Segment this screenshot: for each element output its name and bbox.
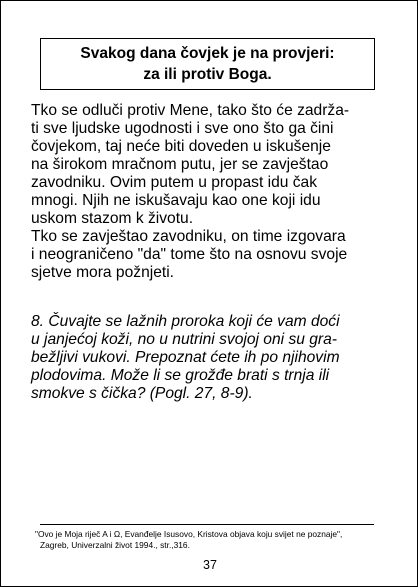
heading-box — [40, 38, 375, 90]
scripture-quote — [31, 313, 406, 403]
body-line: sjetve mora požnjeti. — [31, 264, 175, 281]
footnote-line-2: Zagreb, Univerzalni život 1994., str.,316. — [40, 540, 190, 550]
quote-line: plodovima. Može li se grožđe brati s trnja ili — [31, 367, 330, 384]
body-line: čovjekom, taj neće biti doveden u iskušenje — [31, 138, 331, 155]
body-line: na širokom mračnom putu, jer se zavještao — [31, 156, 329, 173]
body-line: zavodniku. Ovim putem u propast idu čak — [31, 174, 318, 191]
footnote — [35, 529, 405, 551]
quote-line: bežljivi vukovi. Prepoznat ćete ih po njihovim — [31, 349, 340, 366]
body-line: Tko se zavještao zavodniku, on time izgovara — [31, 228, 346, 245]
quote-line: smokve s čička? (Pogl. 27, 8-9). — [31, 385, 253, 402]
quote-line: u janjećoj koži, no u nutrini svojoj oni su gra- — [31, 331, 337, 348]
body-paragraph — [31, 102, 406, 282]
body-line: Tko se odluči protiv Mene, tako što će zadrža- — [31, 102, 350, 119]
quote-line: 8. Čuvajte se lažnih proroka koji će vam doći — [31, 313, 340, 330]
heading-line-1: Svakog dana čovjek je na provjeri: — [80, 45, 335, 62]
heading-line-2: za ili protiv Boga. — [143, 66, 272, 83]
body-line: i neograničeno "da" tome što na osnovu svoje — [31, 246, 348, 263]
footnote-line-1: "Ovo je Moja riječ A i Ω, Evanđelje Isusovo, Kristova objava koju svijet ne poznaje", — [35, 529, 343, 539]
body-line: uskom stazom k životu. — [31, 210, 194, 227]
page-number: 37 — [203, 558, 217, 572]
body-line: ti sve ljudske ugodnosti i sve ono što ga čini — [31, 120, 334, 137]
footnote-divider — [40, 524, 374, 525]
body-line: mnogi. Njih ne iskušavaju kao one koji idu — [31, 192, 321, 209]
